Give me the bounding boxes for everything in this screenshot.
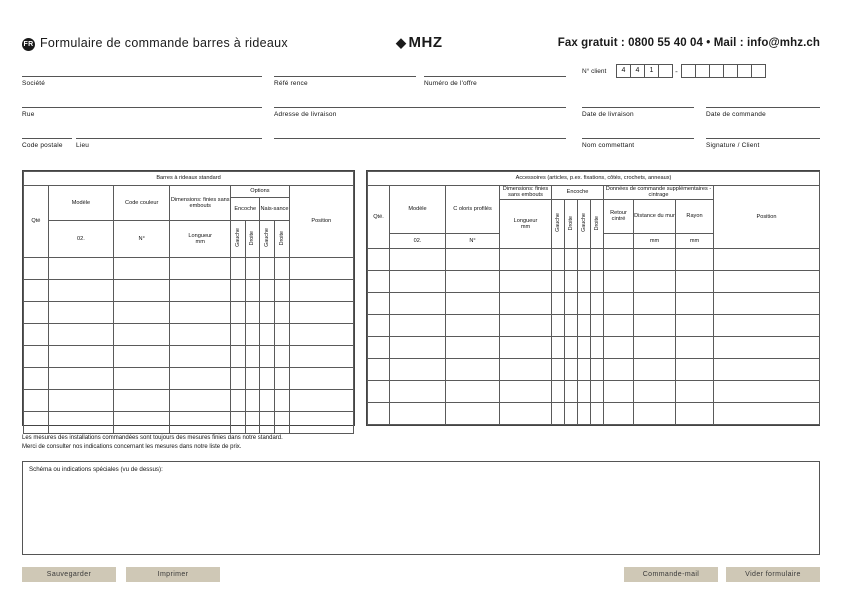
th-rayon-unit: mm bbox=[676, 234, 714, 249]
th-qte: Qté bbox=[24, 186, 49, 258]
cell[interactable] bbox=[245, 302, 260, 324]
cell[interactable] bbox=[604, 359, 634, 381]
th-couleur-num: N° bbox=[114, 221, 170, 258]
cell[interactable] bbox=[578, 403, 591, 425]
date-commande-rule bbox=[706, 107, 820, 108]
th-position: Position bbox=[289, 186, 353, 258]
adresse-livraison-input[interactable] bbox=[276, 93, 564, 102]
cell[interactable] bbox=[676, 249, 714, 271]
table-row[interactable] bbox=[368, 381, 390, 403]
cell[interactable] bbox=[170, 390, 231, 412]
lieu-input[interactable] bbox=[78, 124, 260, 133]
client-number-field[interactable] bbox=[616, 64, 765, 78]
page-title-text: Formulaire de commande barres à rideaux bbox=[40, 36, 288, 50]
cell[interactable] bbox=[170, 258, 231, 280]
lieu-rule bbox=[76, 138, 262, 139]
cell[interactable] bbox=[591, 381, 604, 403]
cell[interactable] bbox=[500, 403, 552, 425]
client-number-box[interactable]: 4 bbox=[616, 64, 631, 78]
th-naissance-droite: Droite bbox=[591, 199, 604, 248]
cell[interactable] bbox=[260, 258, 275, 280]
cell[interactable] bbox=[48, 280, 113, 302]
cell[interactable] bbox=[390, 359, 446, 381]
brand-logo-text: MHZ bbox=[408, 34, 443, 51]
reference-input[interactable] bbox=[276, 62, 414, 71]
save-button[interactable]: Sauvegarder bbox=[22, 567, 116, 582]
cell[interactable] bbox=[714, 249, 820, 271]
cell[interactable] bbox=[390, 293, 446, 315]
th-modele-code: 02. bbox=[390, 234, 446, 249]
cell[interactable] bbox=[231, 258, 246, 280]
th-encoche-gauche: Gauche bbox=[552, 199, 565, 248]
cell[interactable] bbox=[591, 315, 604, 337]
table-row[interactable] bbox=[24, 324, 49, 346]
cell[interactable] bbox=[578, 381, 591, 403]
date-commande-label: Date de commande bbox=[706, 111, 766, 118]
cell[interactable] bbox=[390, 315, 446, 337]
client-number-box[interactable] bbox=[751, 64, 766, 78]
diamond-icon: ◆ bbox=[396, 35, 407, 50]
cell[interactable] bbox=[446, 271, 500, 293]
cell[interactable] bbox=[565, 359, 578, 381]
cell[interactable] bbox=[676, 293, 714, 315]
code-postale-rule bbox=[22, 138, 72, 139]
cell[interactable] bbox=[552, 403, 565, 425]
schema-label: Schéma ou indications spéciales (vu de dessus): bbox=[29, 466, 163, 473]
cell[interactable] bbox=[676, 403, 714, 425]
cell[interactable] bbox=[260, 302, 275, 324]
code-postale-input[interactable] bbox=[24, 124, 70, 133]
cell[interactable] bbox=[446, 403, 500, 425]
cell[interactable] bbox=[714, 337, 820, 359]
cell[interactable] bbox=[676, 359, 714, 381]
print-button[interactable]: Imprimer bbox=[126, 567, 220, 582]
table-standard-title: Barres à rideaux standard bbox=[24, 172, 354, 186]
cell[interactable] bbox=[170, 368, 231, 390]
cell[interactable] bbox=[676, 315, 714, 337]
cell[interactable] bbox=[578, 271, 591, 293]
cell[interactable] bbox=[634, 337, 676, 359]
numero-offre-label: Numéro de l'offre bbox=[424, 80, 477, 87]
clear-form-button[interactable]: Vider formulaire bbox=[726, 567, 820, 582]
table-row[interactable] bbox=[24, 412, 49, 434]
cell[interactable] bbox=[634, 359, 676, 381]
cell[interactable] bbox=[48, 412, 113, 434]
signature-client-input[interactable] bbox=[708, 124, 818, 133]
cell[interactable] bbox=[634, 271, 676, 293]
table-row[interactable] bbox=[368, 359, 390, 381]
mail-order-button[interactable]: Commande-mail bbox=[624, 567, 718, 582]
cell[interactable] bbox=[714, 359, 820, 381]
th-naissance-gauche: Gauche bbox=[578, 199, 591, 248]
cell[interactable] bbox=[500, 249, 552, 271]
th-code-couleur: Code couleur bbox=[114, 186, 170, 221]
cell[interactable] bbox=[274, 302, 289, 324]
cell[interactable] bbox=[565, 249, 578, 271]
cell[interactable] bbox=[565, 337, 578, 359]
societe-rule bbox=[22, 76, 262, 77]
rue-input[interactable] bbox=[24, 93, 260, 102]
th-encoche-droite: Droite bbox=[245, 221, 260, 258]
cell[interactable] bbox=[591, 403, 604, 425]
cell[interactable] bbox=[231, 280, 246, 302]
cell[interactable] bbox=[714, 293, 820, 315]
row3-blank-rule bbox=[274, 138, 566, 139]
th-couleur-num: N° bbox=[446, 234, 500, 249]
notes-line-2: Merci de consulter nos indications concernant les mesures dans notre liste de prix. bbox=[22, 444, 242, 451]
cell[interactable] bbox=[274, 280, 289, 302]
cell[interactable] bbox=[578, 359, 591, 381]
table-accessoires bbox=[366, 170, 820, 426]
client-number-box[interactable] bbox=[695, 64, 710, 78]
cell[interactable] bbox=[114, 390, 170, 412]
cell[interactable] bbox=[446, 381, 500, 403]
date-commande-input[interactable] bbox=[708, 93, 818, 102]
client-number-box[interactable] bbox=[737, 64, 752, 78]
cell[interactable] bbox=[114, 280, 170, 302]
cell[interactable] bbox=[245, 258, 260, 280]
client-number-box[interactable] bbox=[658, 64, 673, 78]
cell[interactable] bbox=[634, 403, 676, 425]
societe-label: Société bbox=[22, 80, 46, 87]
th-distance-mur-unit: mm bbox=[634, 234, 676, 249]
cell[interactable] bbox=[260, 280, 275, 302]
table-row[interactable] bbox=[24, 346, 49, 368]
cell[interactable] bbox=[591, 293, 604, 315]
table-row[interactable] bbox=[24, 280, 49, 302]
cell[interactable] bbox=[604, 271, 634, 293]
cell[interactable] bbox=[676, 337, 714, 359]
table-row[interactable] bbox=[368, 403, 390, 425]
cell[interactable] bbox=[274, 390, 289, 412]
cell[interactable] bbox=[552, 337, 565, 359]
th-naissance-gauche: Gauche bbox=[260, 221, 275, 258]
th-modele: Modèle bbox=[390, 186, 446, 234]
rue-rule bbox=[22, 107, 262, 108]
notes bbox=[22, 434, 283, 453]
client-number-box[interactable] bbox=[723, 64, 738, 78]
cell[interactable] bbox=[591, 337, 604, 359]
cell[interactable] bbox=[634, 381, 676, 403]
th-modele-code: 02. bbox=[48, 221, 113, 258]
table-row[interactable] bbox=[24, 390, 49, 412]
cell[interactable] bbox=[274, 412, 289, 434]
cell[interactable] bbox=[714, 271, 820, 293]
cell[interactable] bbox=[604, 403, 634, 425]
cell[interactable] bbox=[170, 280, 231, 302]
cell[interactable] bbox=[260, 412, 275, 434]
cell[interactable] bbox=[500, 315, 552, 337]
adresse-livraison-rule bbox=[274, 107, 566, 108]
cell[interactable] bbox=[274, 258, 289, 280]
cell[interactable] bbox=[289, 412, 353, 434]
table-accessoires-title: Accessoires (articles, p.ex. fixations, côtés, crochets, anneaux) bbox=[368, 172, 820, 186]
cell[interactable] bbox=[114, 302, 170, 324]
cell[interactable] bbox=[714, 381, 820, 403]
cell[interactable] bbox=[114, 324, 170, 346]
cell[interactable] bbox=[245, 280, 260, 302]
cell[interactable] bbox=[552, 381, 565, 403]
table-row[interactable] bbox=[24, 368, 49, 390]
fr-flag-icon: FR bbox=[22, 38, 35, 51]
cell[interactable] bbox=[48, 258, 113, 280]
cell[interactable] bbox=[260, 346, 275, 368]
th-rayon: Rayon bbox=[676, 199, 714, 233]
th-qte: Qté. bbox=[368, 186, 390, 249]
cell[interactable] bbox=[390, 271, 446, 293]
lieu-label: Lieu bbox=[76, 142, 90, 149]
cell[interactable] bbox=[170, 346, 231, 368]
cell[interactable] bbox=[231, 412, 246, 434]
cell[interactable] bbox=[231, 368, 246, 390]
cell[interactable] bbox=[48, 368, 113, 390]
table-standard bbox=[22, 170, 355, 426]
cell[interactable] bbox=[446, 359, 500, 381]
cell[interactable] bbox=[245, 390, 260, 412]
reference-label: Réfé rence bbox=[274, 80, 308, 87]
th-encoche: Encoche bbox=[231, 198, 260, 221]
client-number-box[interactable]: 1 bbox=[644, 64, 659, 78]
cell[interactable] bbox=[714, 315, 820, 337]
cell[interactable] bbox=[591, 271, 604, 293]
nom-commettant-rule bbox=[582, 138, 694, 139]
nom-commettant-label: Nom commettant bbox=[582, 142, 635, 149]
cell[interactable] bbox=[274, 368, 289, 390]
cell[interactable] bbox=[274, 324, 289, 346]
cell[interactable] bbox=[446, 337, 500, 359]
th-naissance-droite: Droite bbox=[274, 221, 289, 258]
cell[interactable] bbox=[390, 249, 446, 271]
cell[interactable] bbox=[260, 390, 275, 412]
notes-line-1: Les mesures des installations commandées sont toujours des mesures finies dans notre standard. bbox=[22, 435, 283, 441]
table-row[interactable] bbox=[368, 293, 390, 315]
cell[interactable] bbox=[446, 249, 500, 271]
th-encoche: Encoche bbox=[552, 186, 604, 200]
cell[interactable] bbox=[48, 324, 113, 346]
societe-input[interactable] bbox=[24, 62, 260, 71]
cell[interactable] bbox=[446, 315, 500, 337]
rue-label: Rue bbox=[22, 111, 35, 118]
adresse-livraison-label: Adresse de livraison bbox=[274, 111, 337, 118]
signature-client-label: Signature / Client bbox=[706, 142, 760, 149]
cell[interactable] bbox=[170, 412, 231, 434]
table-row[interactable] bbox=[368, 337, 390, 359]
signature-client-rule bbox=[706, 138, 820, 139]
cell[interactable] bbox=[48, 346, 113, 368]
cell[interactable] bbox=[591, 359, 604, 381]
nom-commettant-input[interactable] bbox=[584, 124, 692, 133]
schema-box[interactable] bbox=[22, 461, 820, 555]
th-dimensions: Dimensions: finies sans embouts bbox=[500, 186, 552, 200]
cell[interactable] bbox=[289, 302, 353, 324]
cell[interactable] bbox=[552, 271, 565, 293]
cell[interactable] bbox=[634, 249, 676, 271]
cell[interactable] bbox=[289, 390, 353, 412]
cell[interactable] bbox=[48, 302, 113, 324]
cell[interactable] bbox=[604, 337, 634, 359]
cell[interactable] bbox=[714, 403, 820, 425]
table-row[interactable] bbox=[24, 302, 49, 324]
th-donnees-supplementaires: Données de commande supplémentaires - cintrage bbox=[604, 186, 714, 200]
cell[interactable] bbox=[170, 324, 231, 346]
cell[interactable] bbox=[578, 337, 591, 359]
cell[interactable] bbox=[48, 390, 113, 412]
cell[interactable] bbox=[245, 412, 260, 434]
th-naissance: Nais-sance bbox=[260, 198, 289, 221]
cell[interactable] bbox=[114, 346, 170, 368]
cell[interactable] bbox=[552, 293, 565, 315]
cell[interactable] bbox=[565, 403, 578, 425]
th-distance-mur: Distance du mur bbox=[634, 199, 676, 233]
cell[interactable] bbox=[591, 249, 604, 271]
client-number-box[interactable] bbox=[709, 64, 724, 78]
cell[interactable] bbox=[245, 324, 260, 346]
cell[interactable] bbox=[552, 359, 565, 381]
cell[interactable] bbox=[245, 368, 260, 390]
cell[interactable] bbox=[634, 293, 676, 315]
client-number-box[interactable]: 4 bbox=[630, 64, 645, 78]
cell[interactable] bbox=[604, 249, 634, 271]
cell[interactable] bbox=[274, 346, 289, 368]
cell[interactable] bbox=[231, 390, 246, 412]
cell[interactable] bbox=[676, 271, 714, 293]
cell[interactable] bbox=[114, 368, 170, 390]
cell[interactable] bbox=[170, 302, 231, 324]
table-row[interactable] bbox=[368, 315, 390, 337]
th-encoche-gauche: Gauche bbox=[231, 221, 246, 258]
cell[interactable] bbox=[500, 293, 552, 315]
th-modele: Modèle bbox=[48, 186, 113, 221]
client-number-box[interactable] bbox=[681, 64, 696, 78]
contact-info: Fax gratuit : 0800 55 40 04 • Mail : info@mhz.ch bbox=[557, 37, 820, 49]
cell[interactable] bbox=[260, 324, 275, 346]
date-livraison-label: Date de livraison bbox=[582, 111, 634, 118]
th-retour-cintre-unit bbox=[604, 234, 634, 249]
numero-offre-input[interactable] bbox=[426, 62, 564, 71]
cell[interactable] bbox=[500, 359, 552, 381]
th-coloris-profiles: C oloris profilés bbox=[446, 186, 500, 234]
cell[interactable] bbox=[578, 249, 591, 271]
page-title bbox=[22, 36, 288, 51]
cell[interactable] bbox=[390, 403, 446, 425]
reference-rule bbox=[274, 76, 416, 77]
cell[interactable] bbox=[578, 315, 591, 337]
cell[interactable] bbox=[565, 271, 578, 293]
cell[interactable] bbox=[114, 412, 170, 434]
client-number-label: N° client bbox=[582, 68, 607, 75]
cell[interactable] bbox=[500, 381, 552, 403]
th-encoche-droite: Droite bbox=[565, 199, 578, 248]
cell[interactable] bbox=[578, 293, 591, 315]
table-row[interactable] bbox=[368, 271, 390, 293]
cell[interactable] bbox=[500, 337, 552, 359]
cell[interactable] bbox=[289, 368, 353, 390]
th-longueur: Longueur mm bbox=[500, 199, 552, 248]
cell[interactable] bbox=[289, 258, 353, 280]
numero-offre-rule bbox=[424, 76, 566, 77]
cell[interactable] bbox=[446, 293, 500, 315]
cell[interactable] bbox=[565, 293, 578, 315]
cell[interactable] bbox=[390, 337, 446, 359]
cell[interactable] bbox=[634, 315, 676, 337]
table-row[interactable] bbox=[368, 249, 390, 271]
cell[interactable] bbox=[500, 271, 552, 293]
cell[interactable] bbox=[245, 346, 260, 368]
date-livraison-rule bbox=[582, 107, 694, 108]
cell[interactable] bbox=[676, 381, 714, 403]
cell[interactable] bbox=[114, 258, 170, 280]
cell[interactable] bbox=[231, 302, 246, 324]
th-retour-cintre: Retour cintré bbox=[604, 199, 634, 233]
cell[interactable] bbox=[260, 368, 275, 390]
cell[interactable] bbox=[565, 381, 578, 403]
cell[interactable] bbox=[552, 249, 565, 271]
cell[interactable] bbox=[231, 346, 246, 368]
table-row[interactable] bbox=[24, 258, 49, 280]
code-postale-label: Code postale bbox=[22, 142, 63, 149]
client-number-separator: - bbox=[675, 66, 678, 76]
cell[interactable] bbox=[289, 324, 353, 346]
cell[interactable] bbox=[565, 315, 578, 337]
cell[interactable] bbox=[289, 280, 353, 302]
cell[interactable] bbox=[604, 315, 634, 337]
th-longueur: Longueur mm bbox=[170, 221, 231, 258]
date-livraison-input[interactable] bbox=[584, 93, 692, 102]
cell[interactable] bbox=[552, 315, 565, 337]
cell[interactable] bbox=[390, 381, 446, 403]
th-position: Position bbox=[714, 186, 820, 249]
cell[interactable] bbox=[289, 346, 353, 368]
brand-logo bbox=[396, 34, 443, 51]
cell[interactable] bbox=[231, 324, 246, 346]
th-options: Options bbox=[231, 186, 290, 198]
cell[interactable] bbox=[604, 293, 634, 315]
th-dimensions: Dimensions: finies sans embouts bbox=[170, 186, 231, 221]
cell[interactable] bbox=[604, 381, 634, 403]
